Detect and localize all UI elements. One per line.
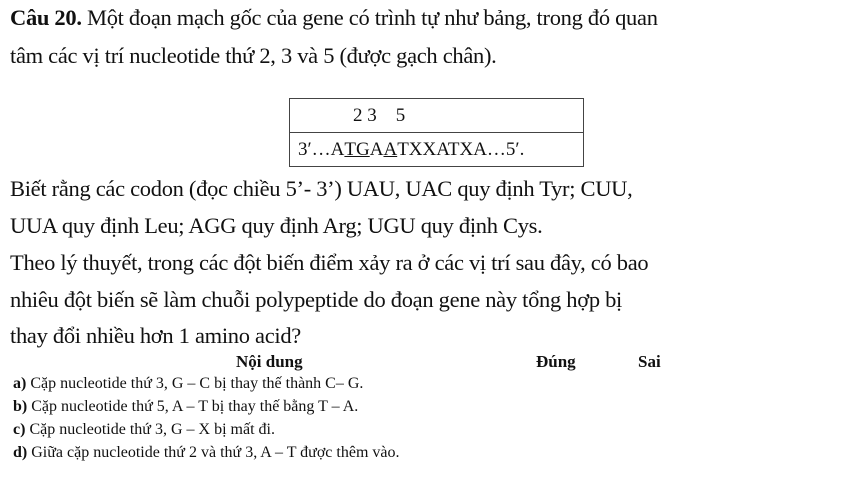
statement-label: d) [13,444,28,461]
body-line: thay đổi nhiều hơn 1 amino acid? [10,323,301,348]
statement-text: Cặp nucleotide thứ 3, G – X bị mất đi. [25,421,275,438]
question-line-1 [10,6,658,30]
statement-a [13,374,363,393]
seq-pos-5: A [383,138,398,160]
statement-d [13,443,400,462]
header-content: Nội dung [236,352,303,371]
statement-b [13,397,358,416]
seq-pos-2: T [344,138,356,160]
statement-label: b) [13,398,28,415]
header-true: Đúng [536,352,576,371]
seq-prefix: 3′…A [298,138,345,160]
seq-pos-3: G [356,138,370,160]
seq-suffix: TXXATXA…5′. [397,138,525,160]
statement-label: a) [13,375,27,392]
body-line: Theo lý thuyết, trong các đột biến điểm xảy ra ở các vị trí sau đây, có bao [10,250,649,275]
body-line: UUA quy định Leu; AGG quy định Arg; UGU quy định Cys. [10,213,543,238]
seq-pos-4: A [369,138,384,160]
statement-label: c) [13,421,26,438]
question-line-2: tâm các vị trí nucleotide thứ 2, 3 và 5 (được gạch chân). [10,43,497,68]
position-row [290,99,583,133]
sequence-table [289,98,584,167]
question-text: Một đoạn mạch gốc của gene có trình tự như bảng, trong đó quan [81,5,658,30]
position-numbers: 2 3 5 [353,104,406,126]
body-line: Biết rằng các codon (đọc chiều 5’- 3’) UAU, UAC quy định Tyr; CUU, [10,176,633,201]
statement-text: Cặp nucleotide thứ 5, A – T bị thay thế bằng T – A. [27,398,359,415]
statement-text: Cặp nucleotide thứ 3, G – C bị thay thế thành C– G. [26,375,364,392]
header-false: Sai [638,352,661,371]
body-line: nhiêu đột biến sẽ làm chuỗi polypeptide do đoạn gene này tổng hợp bị [10,287,622,312]
statement-c [13,420,275,439]
statement-text: Giữa cặp nucleotide thứ 2 và thứ 3, A – T được thêm vào. [27,444,400,461]
question-number: Câu 20. [10,5,82,30]
sequence-row [290,133,583,166]
